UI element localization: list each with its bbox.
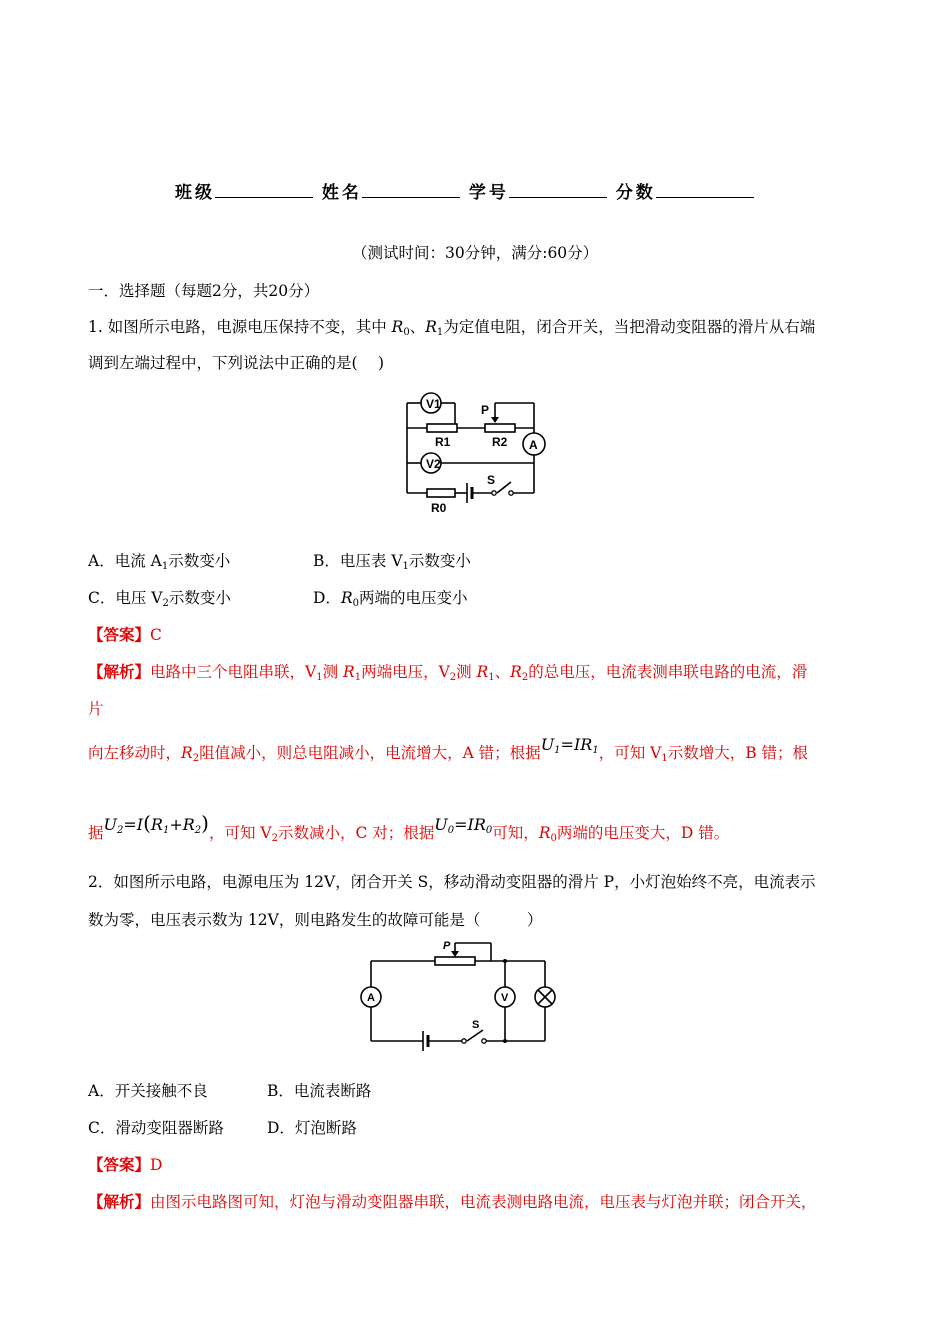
id-blank[interactable]	[509, 179, 607, 198]
score-label: 分数	[615, 183, 656, 203]
label-s: S	[487, 473, 496, 487]
q2-option-a[interactable]: A．开关接触不良	[88, 1082, 208, 1100]
class-blank[interactable]	[215, 179, 313, 198]
test-info: （测试时间：30分钟，满分:60分）	[352, 244, 599, 262]
formula-u2: $U_2=I(R_1+R_2)$	[103, 811, 209, 836]
q2-line1: 2．如图所示电路，电源电压为 12V，闭合开关 S，移动滑动变阻器的滑片 P，小灯泡始终不亮，电流表示	[88, 873, 816, 891]
name-label: 姓名	[321, 183, 362, 203]
q1-option-b[interactable]: B．电压表 $V_1$示数变小	[313, 552, 471, 572]
q2-option-d[interactable]: D．灯泡断路	[267, 1119, 357, 1137]
q2-label-p: P	[443, 940, 451, 952]
q2-answer: 【答案】D	[88, 1155, 163, 1174]
q2-label-s: S	[472, 1019, 480, 1031]
lamp-icon	[535, 987, 555, 1007]
label-a: A	[529, 438, 538, 452]
q1-explanation-line2: 片	[88, 700, 104, 718]
q1-explanation-line3: 向左移动时，$R_2$阻值减小，则总电阻减小，电流增大，A 错；根据$U_1=IR_1$，可知 $V_1$示数增大，B 错；根	[88, 735, 809, 764]
label-r2: R2	[492, 435, 508, 449]
q1-circuit-figure	[395, 383, 555, 518]
header-row	[175, 178, 754, 203]
q1-answer: 【答案】C	[88, 625, 162, 644]
q1-explanation-line4: 据$U_2=I(R_1+R_2)$，可知 $V_2$示数减小，C 对；根据$U_0=IR_0$可知，$R_0$两端的电压变大，D 错。	[88, 811, 730, 844]
q2-explanation-line1: 【解析】由图示电路图可知，灯泡与滑动变阻器串联，电流表测电路电流，电压表与灯泡并联；闭合开关，	[88, 1192, 817, 1211]
class-label: 班级	[175, 183, 215, 203]
q1-option-c[interactable]: C．电压 $V_2$示数变小	[88, 589, 231, 609]
id-label: 学号	[468, 183, 509, 203]
q1-explanation-line1: 【解析】电路中三个电阻串联，$V_1$测 $R_1$两端电压，$V_2$测 $R_1$、$R_2$的总电压，电流表测串联电路的电流，滑	[88, 662, 808, 683]
q2-option-b[interactable]: B．电流表断路	[267, 1082, 372, 1100]
score-blank[interactable]	[656, 179, 754, 198]
q1-option-a[interactable]: A．电流 $A_1$示数变小	[88, 552, 231, 572]
formula-u1: $U_1=IR_1$	[540, 735, 599, 756]
formula-u0: $U_0=IR_0$	[434, 815, 493, 836]
q1-option-d[interactable]: D．$R_0$两端的电压变小	[313, 589, 468, 609]
q2-circuit-figure	[355, 935, 565, 1055]
section-title: 一．选择题（每题2分，共20分）	[88, 282, 320, 300]
label-v2: V2	[426, 457, 441, 471]
q2-line2: 数为零，电压表示数为 12V，则电路发生的故障可能是（ ）	[88, 911, 543, 929]
label-r0: R0	[431, 501, 447, 515]
q2-label-a: A	[367, 992, 375, 1004]
q2-slider-arrow-icon	[451, 951, 459, 957]
name-blank[interactable]	[362, 179, 460, 198]
q2-option-c[interactable]: C．滑动变阻器断路	[88, 1119, 224, 1137]
q1-line1: 1. 如图所示电路，电源电压保持不变，其中 $R_0$、$R_1$为定值电阻，闭合开关，当把滑动变阻器的滑片从右端	[88, 318, 816, 338]
q1-line2: 调到左端过程中，下列说法中正确的是( )	[88, 354, 385, 372]
label-r1: R1	[435, 435, 451, 449]
label-p: P	[481, 403, 490, 417]
q2-label-v: V	[501, 992, 509, 1004]
slider-arrow-icon	[491, 417, 499, 423]
label-v1: V1	[426, 397, 441, 411]
